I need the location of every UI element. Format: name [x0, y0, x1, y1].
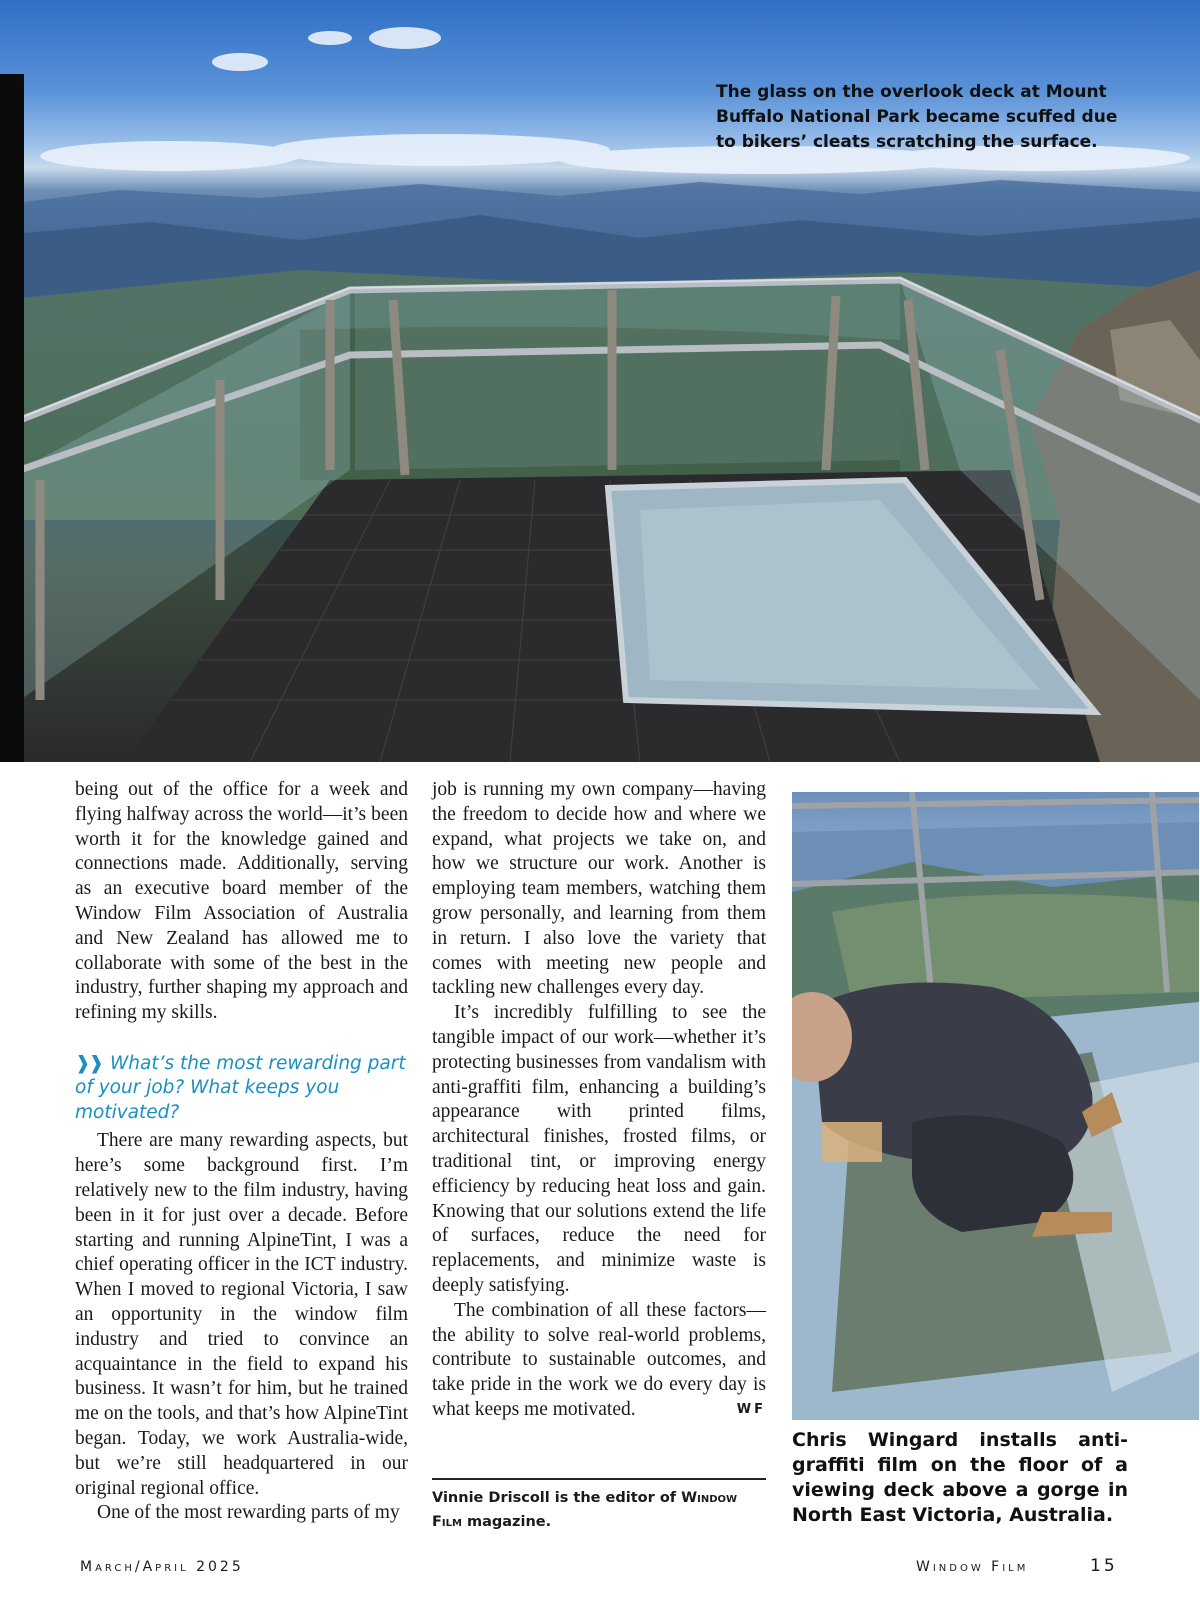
footer-publication: Window Film — [916, 1559, 1029, 1575]
deck-overlook-photo — [0, 0, 1200, 762]
paragraph-text: The combination of all these factors—the ability to solve real-world problems, contribute to sustainable outcomes, and take pride in the work we do every day is what keeps me motivated. — [432, 1299, 766, 1420]
side-photo-caption: Chris Wingard installs anti-graffiti film on the floor of a viewing deck above a gorge in North East Victoria, Australia. — [792, 1429, 1128, 1526]
article-column-1 — [75, 778, 408, 1526]
byline-text-end: magazine. — [461, 1514, 552, 1530]
question-text: What’s the most rewarding part of your job? What keeps you motivated? — [75, 1052, 406, 1123]
paragraph — [432, 1299, 766, 1423]
black-edge-strip — [0, 74, 24, 762]
installer-photo — [792, 792, 1199, 1420]
installer-illustration — [792, 792, 1199, 1420]
question-marker-icon: ❱❱ — [75, 1052, 103, 1074]
paragraph: There are many rewarding aspects, but here’s some background first. I’m relatively new to the film industry, having been in it for just over a decade. Before starting and running AlpineTint, I was a chief operating officer in the ICT industry. When I moved to regional Victoria, I saw an opportunity in the window film industry and tried to convince an acquaintance in the field to expand his business. It wasn’t for him, but he trained me on the tools, and that’s how AlpineTint began. Today, we work Australia-wide, but we’re still headquartered in our original regional office. — [75, 1130, 408, 1499]
end-mark: WF — [736, 1401, 766, 1417]
byline-divider — [432, 1478, 766, 1480]
paragraph: being out of the office for a week and flying halfway across the world—it’s been worth it for the knowledge gained and connections made. Additionally, serving as an executive board member of the Window Film Association of Australia and New Zealand has allowed me to collaborate with some of the best in the industry, further shaping my approach and refining my skills. — [75, 779, 408, 1024]
interview-question — [75, 1052, 408, 1126]
magazine-name: Window Film — [432, 1490, 738, 1530]
author-byline — [432, 1486, 766, 1534]
paragraph: job is running my own company—having the freedom to decide how and where we expand, what projects we take on, and how we structure our work. Another is employing team members, watching them grow personally, and learning from them in return. I also love the variety that comes with meeting new people and tackling new challenges every day. — [432, 779, 766, 999]
paragraph: It’s incredibly fulfilling to see the tangible impact of our work—whether it’s protecting businesses from vandalism with anti-graffiti film, enhancing a building’s appearance with printed films, architectural finishes, frosted films, or traditional tint, or improving energy efficiency by reducing heat loss and gain. Knowing that our solutions extend the life of surfaces, reduce the need for replacements, and minimize waste is deeply satisfying. — [432, 1002, 766, 1296]
top-photo-caption: The glass on the overlook deck at Mount Buffalo National Park became scuffed due to bikers’ cleats scratching the surface. — [716, 82, 1118, 152]
paragraph: One of the most rewarding parts of my — [97, 1502, 400, 1524]
article-column-2 — [432, 778, 766, 1423]
byline-text: Vinnie Driscoll is the editor of — [432, 1490, 682, 1506]
page-number: 15 — [1090, 1556, 1118, 1576]
footer-issue-date: March/April 2025 — [80, 1559, 244, 1575]
